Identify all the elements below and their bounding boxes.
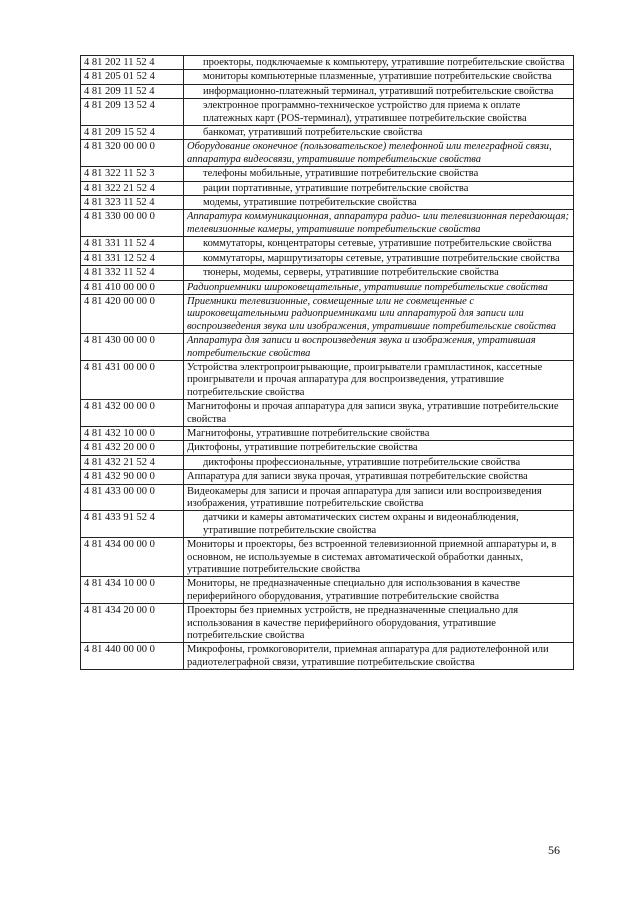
row-code: 4 81 205 01 52 4 <box>81 70 184 84</box>
table-row <box>81 426 574 440</box>
row-code: 4 81 320 00 00 0 <box>81 140 184 167</box>
row-code: 4 81 432 10 00 0 <box>81 426 184 440</box>
row-description: Аппаратура для записи звука прочая, утратившая потребительские свойства <box>184 470 574 484</box>
row-description: коммутаторы, концентраторы сетевые, утратившие потребительские свойства <box>184 237 574 251</box>
table-row <box>81 237 574 251</box>
row-code: 4 81 209 11 52 4 <box>81 84 184 98</box>
row-description: тюнеры, модемы, серверы, утратившие потребительские свойства <box>184 266 574 280</box>
table-row <box>81 84 574 98</box>
table-row <box>81 70 574 84</box>
row-description: Видеокамеры для записи и прочая аппаратура для записи или воспроизведения изображения, утратившие потребительские свойства <box>184 484 574 511</box>
row-description: Микрофоны, громкоговорители, приемная аппаратура для радиотелефонной или радиотелеграфной связи, утратившие потребительские свойства <box>184 643 574 670</box>
row-description: Аппаратура коммуникационная, аппаратура радио- или телевизионная передающая; телевизионные камеры, утратившие потребительские свойства <box>184 210 574 237</box>
row-code: 4 81 440 00 00 0 <box>81 643 184 670</box>
row-description: проекторы, подключаемые к компьютеру, утратившие потребительские свойства <box>184 56 574 70</box>
row-code: 4 81 432 20 00 0 <box>81 441 184 455</box>
row-code: 4 81 331 11 52 4 <box>81 237 184 251</box>
row-code: 4 81 209 13 52 4 <box>81 99 184 126</box>
table-body <box>81 56 574 670</box>
table-row <box>81 196 574 210</box>
table-row <box>81 210 574 237</box>
row-code: 4 81 322 11 52 3 <box>81 167 184 181</box>
table-row <box>81 181 574 195</box>
row-description: диктофоны профессиональные, утратившие потребительские свойства <box>184 455 574 469</box>
page-number: 56 <box>548 843 560 857</box>
row-description: Аппаратура для записи и воспроизведения звука и изображения, утратившая потребительские свойства <box>184 334 574 361</box>
row-code: 4 81 434 20 00 0 <box>81 604 184 643</box>
row-code: 4 81 331 12 52 4 <box>81 251 184 265</box>
row-description: телефоны мобильные, утратившие потребительские свойства <box>184 167 574 181</box>
row-description: коммутаторы, маршрутизаторы сетевые, утратившие потребительские свойства <box>184 251 574 265</box>
row-code: 4 81 434 00 00 0 <box>81 538 184 577</box>
row-code: 4 81 432 21 52 4 <box>81 455 184 469</box>
table-row <box>81 334 574 361</box>
table-row <box>81 280 574 294</box>
table-row <box>81 577 574 604</box>
row-code: 4 81 431 00 00 0 <box>81 360 184 399</box>
table-row <box>81 294 574 333</box>
row-code: 4 81 209 15 52 4 <box>81 126 184 140</box>
row-code: 4 81 410 00 00 0 <box>81 280 184 294</box>
table-row <box>81 484 574 511</box>
table-row <box>81 470 574 484</box>
row-description: Магнитофоны, утратившие потребительские свойства <box>184 426 574 440</box>
classification-table <box>80 55 574 670</box>
table-row <box>81 511 574 538</box>
row-description: электронное программно-техническое устройство для приема к оплате платежных карт (POS-терминал), утратившее потребительские свойства <box>184 99 574 126</box>
row-description: Диктофоны, утратившие потребительские свойства <box>184 441 574 455</box>
row-description: датчики и камеры автоматических систем охраны и видеонаблюдения, утратившие потребительские свойства <box>184 511 574 538</box>
table-row <box>81 643 574 670</box>
row-code: 4 81 202 11 52 4 <box>81 56 184 70</box>
row-description: Радиоприемники широковещательные, утратившие потребительские свойства <box>184 280 574 294</box>
row-description: Магнитофоны и прочая аппаратура для записи звука, утратившие потребительские свойства <box>184 400 574 427</box>
row-description: Проекторы без приемных устройств, не предназначенные специально для использования в качестве периферийного оборудования, утратившие потребительские свойства <box>184 604 574 643</box>
table-row <box>81 140 574 167</box>
row-code: 4 81 322 21 52 4 <box>81 181 184 195</box>
row-description: информационно-платежный терминал, утративший потребительские свойства <box>184 84 574 98</box>
row-code: 4 81 432 00 00 0 <box>81 400 184 427</box>
row-description: рации портативные, утратившие потребительские свойства <box>184 181 574 195</box>
row-description: Приемники телевизионные, совмещенные или не совмещенные с широковещательными радиоприемниками или аппаратурой для записи или воспроизведения звука или изображения, утратившие потребительские свойства <box>184 294 574 333</box>
row-description: Мониторы и проекторы, без встроенной телевизионной приемной аппаратуры и, в основном, не используемые в системах автоматической обработки данных, утратившие потребительские свойства <box>184 538 574 577</box>
row-code: 4 81 430 00 00 0 <box>81 334 184 361</box>
row-description: Оборудование оконечное (пользовательское) телефонной или телеграфной связи, аппаратура видеосвязи, утратившие потребительские свойства <box>184 140 574 167</box>
row-code: 4 81 432 90 00 0 <box>81 470 184 484</box>
table-row <box>81 400 574 427</box>
table-row <box>81 251 574 265</box>
row-description: мониторы компьютерные плазменные, утратившие потребительские свойства <box>184 70 574 84</box>
table-row <box>81 441 574 455</box>
table-row <box>81 538 574 577</box>
table-row <box>81 99 574 126</box>
row-description: Устройства электропроигрывающие, проигрыватели грампластинок, кассетные проигрыватели и прочая аппаратура для воспроизведения, утратившие потребительские свойства <box>184 360 574 399</box>
row-description: Мониторы, не предназначенные специально для использования в качестве периферийного оборудования, утратившие потребительские свойства <box>184 577 574 604</box>
table-row <box>81 266 574 280</box>
table-row <box>81 604 574 643</box>
row-code: 4 81 434 10 00 0 <box>81 577 184 604</box>
row-code: 4 81 420 00 00 0 <box>81 294 184 333</box>
row-code: 4 81 330 00 00 0 <box>81 210 184 237</box>
row-description: модемы, утратившие потребительские свойства <box>184 196 574 210</box>
table-row <box>81 455 574 469</box>
table-row <box>81 167 574 181</box>
table-row <box>81 126 574 140</box>
row-code: 4 81 433 91 52 4 <box>81 511 184 538</box>
row-code: 4 81 332 11 52 4 <box>81 266 184 280</box>
row-code: 4 81 323 11 52 4 <box>81 196 184 210</box>
table-row <box>81 56 574 70</box>
row-code: 4 81 433 00 00 0 <box>81 484 184 511</box>
row-description: банкомат, утративший потребительские свойства <box>184 126 574 140</box>
table-row <box>81 360 574 399</box>
